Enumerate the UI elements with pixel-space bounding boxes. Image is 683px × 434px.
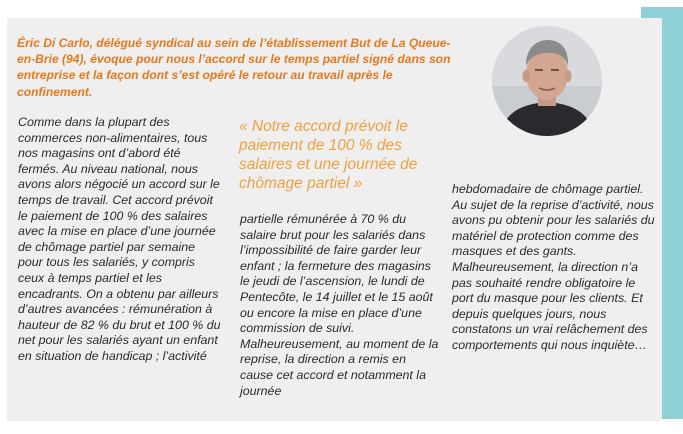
- article-intro: Éric Di Carlo, délégué syndical au sein de l’établissement But de La Queue-en-Brie (94), évoque pour nous l’accord sur le temps partiel signé dans son entreprise et la façon dont s’est opéré le retour au travail après le confinement.: [17, 36, 451, 99]
- article-card: [7, 18, 662, 421]
- pull-quote: « Notre accord prévoit le paiement de 100 % des salaires et une journée de chômage partiel »: [239, 118, 418, 192]
- article-column-1: Comme dans la plupart des commerces non-alimentaires, tous nos magasins ont d’abord été fermés. Au niveau national, nous avons alors négocié un accord sur le temps de travail. Cet accord prévoit le paiement de 100 % des salaires avec la mise en place d’une journée de chômage partiel par semaine pour tous les salariés, y compris ceux à temps partiel et les encadrants. On a obtenu par ailleurs d’autres avancées : rémunération à hauteur de 82 % du brut et 100 % du net pour les salariés ayant un enfant en situation de handicap ; l’activité: [18, 115, 221, 363]
- portrait-photo: [492, 26, 602, 136]
- article-column-2: partielle rémunérée à 70 % du salaire brut pour les salariés dans l’impossibilité de faire garder leur enfant ; la fermeture des magasins le jeudi de l’ascension, le lundi de Pentecôte, le 14 juillet et le 15 août ou encore la mise en place d’une commission de suivi. Malheureusement, au moment de la reprise, la direction a remis en cause cet accord et notamment la journée: [240, 212, 439, 398]
- article-column-3: hebdomadaire de chômage partiel. Au sujet de la reprise d’activité, nous avons pu obtenir pour les salariés du matériel de protection comme des masques et des gants. Malheureusement, la direction n’a pas souhaité rendre obligatoire le port du masque pour les clients. Et depuis quelques jours, nous constatons un vrai relâchement des comportements qui nous inquiète…: [452, 182, 655, 352]
